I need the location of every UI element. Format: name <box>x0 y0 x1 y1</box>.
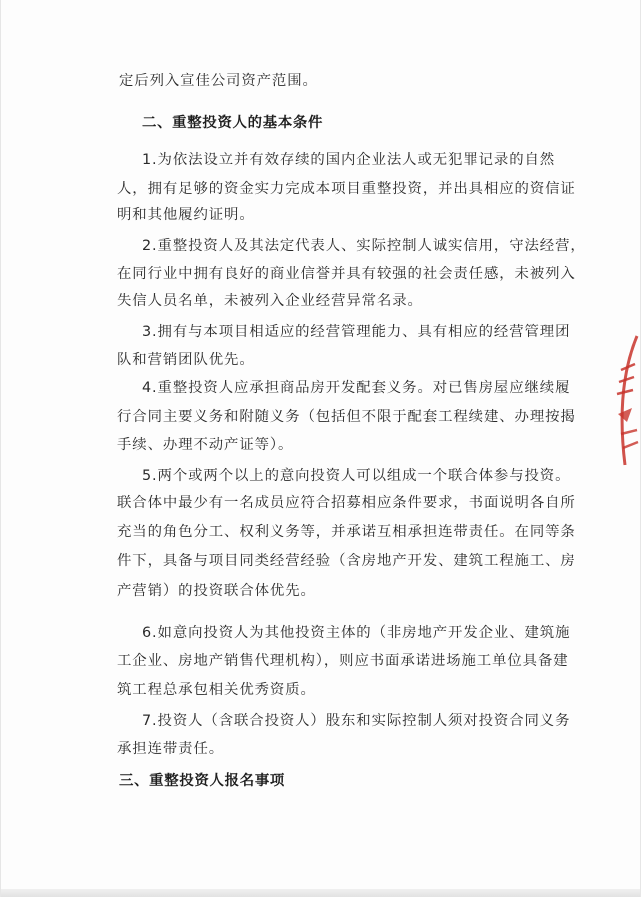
paragraph-line: 6.如意向投资人为其他投资主体的（非房地产开发企业、建筑施 <box>142 625 571 641</box>
paragraph-line: 7.投资人（含联合投资人）股东和实际控制人须对投资合同义务 <box>142 713 571 729</box>
paragraph-line: 手续、办理不动产证等）。 <box>117 437 294 453</box>
paragraph-line: 充当的角色分工、权利义务等，并承诺互相承担连带责任。在同等条 <box>117 524 576 540</box>
paragraph-line: 队和营销团队优先。 <box>117 352 255 368</box>
paragraph-line: 工企业、房地产销售代理机构），则应书面承诺进场施工单位具备建 <box>117 653 569 669</box>
paragraph-line: 3.拥有与本项目相适应的经营管理能力、具有相应的经营管理团 <box>142 324 571 340</box>
paragraph-line: 产营销）的投资联合体优先。 <box>117 583 316 599</box>
section-heading: 三、重整投资人报名事项 <box>119 773 285 789</box>
paragraph-line: 4.重整投资人应承担商品房开发配套义务。对已售房屋应继续履 <box>142 380 571 396</box>
section-heading: 二、重整投资人的基本条件 <box>142 115 324 131</box>
paragraph-line: 1.为依法设立并有效存续的国内企业法人或无犯罪记录的自然 <box>142 152 556 168</box>
paragraph-line: 5.两个或两个以上的意向投资人可以组成一个联合体参与投资。 <box>142 468 571 484</box>
paragraph-line: 在同行业中拥有良好的商业信誉并具有较强的社会责任感，未被列入 <box>117 266 576 282</box>
page-bottom-edge <box>1 889 641 897</box>
paragraph-line: 承担连带责任。 <box>117 741 225 757</box>
paragraph-line: 件下，具备与项目同类经营经验（含房地产开发、建筑工程施工、房 <box>117 553 576 569</box>
paragraph-line: 失信人员名单，未被列入企业经营异常名录。 <box>117 293 423 309</box>
red-seal-stamp <box>607 330 641 470</box>
paragraph-line: 明和其他履约证明。 <box>117 207 255 223</box>
paragraph-line: 联合体中最少有一名成员应符合招募相应条件要求，书面说明各自所 <box>117 495 576 511</box>
paragraph-line: 行合同主要义务和附随义务（包括但不限于配套工程续建、办理按揭 <box>117 409 576 425</box>
paragraph-line: 人，拥有足够的资金实力完成本项目重整投资，并出具相应的资信证 <box>117 181 576 197</box>
paragraph-line: 筑工程总承包相关优秀资质。 <box>117 682 316 698</box>
paragraph-line: 2.重整投资人及其法定代表人、实际控制人诚实信用，守法经营， <box>142 238 586 254</box>
paragraph-line: 定后列入宣佳公司资产范围。 <box>119 73 318 89</box>
